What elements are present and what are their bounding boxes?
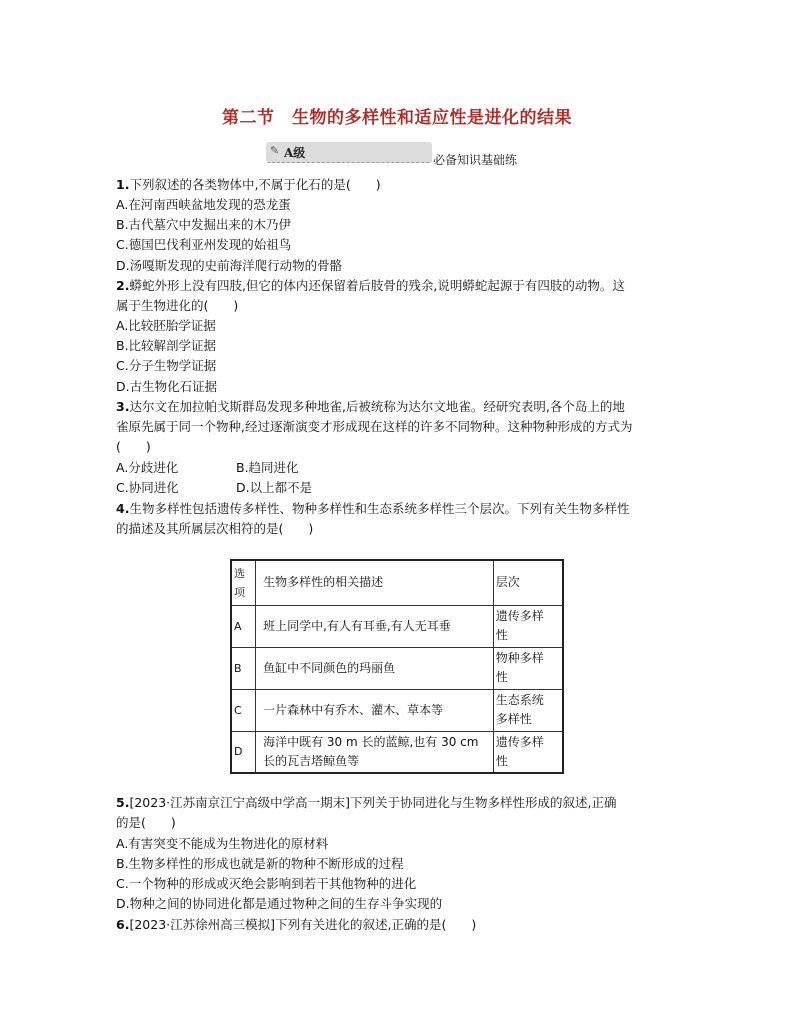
question-1-stem: 1.下列叙述的各类物体中,不属于化石的是( ) bbox=[116, 177, 381, 192]
question-1-option-a: A.在河南西峡盆地发现的恐龙蛋 bbox=[116, 197, 291, 212]
table-row bbox=[231, 605, 563, 647]
option-cell: B bbox=[231, 647, 256, 689]
question-number: 5. bbox=[116, 795, 130, 810]
table-row bbox=[231, 689, 563, 731]
level-cell: 物种多样 性 bbox=[493, 647, 563, 689]
header-description-cell: 生物多样性的相关描述 bbox=[256, 560, 494, 605]
question-2-stem-cont: 属于生物进化的( ) bbox=[116, 298, 239, 313]
level-cell: 遗传多样 性 bbox=[493, 605, 563, 647]
question-number: 1. bbox=[116, 177, 130, 192]
question-number: 3. bbox=[116, 399, 130, 414]
question-3-option-b: B.趋同进化 bbox=[236, 460, 299, 475]
question-3-stem-cont: 雀原先属于同一个物种,经过逐渐演变才形成现在这样的许多不同物种。这种物种形成的方式为 bbox=[116, 419, 633, 434]
option-cell: A bbox=[231, 605, 256, 647]
question-number: 2. bbox=[116, 278, 130, 293]
level-cell: 遗传多样 性 bbox=[493, 731, 563, 773]
pencil-icon: ✎ bbox=[270, 144, 280, 157]
question-3-stem-cont: ( ) bbox=[116, 439, 151, 454]
question-2-option-b: B.比较解剖学证据 bbox=[116, 338, 217, 353]
level-banner bbox=[266, 142, 432, 163]
question-6-stem: 6.[2023·江苏徐州高三模拟]下列有关进化的叙述,正确的是( ) bbox=[116, 917, 477, 932]
biodiversity-table bbox=[230, 559, 564, 774]
page-title: 第二节 生物的多样性和适应性是进化的结果 bbox=[222, 108, 572, 128]
question-3-option-d: D.以上都不是 bbox=[236, 480, 313, 495]
description-cell: 一片森林中有乔木、灌木、草本等 bbox=[256, 689, 494, 731]
question-5-stem-cont: 的是( ) bbox=[116, 815, 176, 830]
question-3-options-row-2 bbox=[116, 478, 313, 498]
level-description: 必备知识基础练 bbox=[433, 153, 518, 167]
table-row bbox=[231, 647, 563, 689]
level-label: A级 bbox=[284, 146, 306, 160]
table-header-row bbox=[231, 560, 563, 605]
question-2-stem: 2.蟒蛇外形上没有四肢,但它的体内还保留着后肢骨的残余,说明蟒蛇起源于有四肢的动物。这 bbox=[116, 278, 625, 293]
question-number: 6. bbox=[116, 917, 130, 932]
question-1-option-b: B.古代墓穴中发掘出来的木乃伊 bbox=[116, 217, 292, 232]
question-3-option-c: C.协同进化 bbox=[116, 480, 179, 495]
question-1-option-d: D.汤嘎斯发现的史前海洋爬行动物的骨骼 bbox=[116, 258, 343, 273]
question-5-option-a: A.有害突变不能成为生物进化的原材料 bbox=[116, 836, 329, 851]
question-4-stem-cont: 的描述及其所属层次相符的是( ) bbox=[116, 521, 314, 536]
option-cell: C bbox=[231, 689, 256, 731]
question-5-stem: 5.[2023·江苏南京江宁高级中学高一期末]下列关于协同进化与生物多样性形成的叙述,正确 bbox=[116, 795, 617, 810]
question-2-option-c: C.分子生物学证据 bbox=[116, 358, 217, 373]
question-number: 4. bbox=[116, 501, 130, 516]
question-3-options-row-1 bbox=[116, 458, 299, 478]
description-cell: 鱼缸中不同颜色的玛丽鱼 bbox=[256, 647, 494, 689]
option-cell: D bbox=[231, 731, 256, 773]
question-3-option-a: A.分歧进化 bbox=[116, 460, 179, 475]
header-option-cell: 选 项 bbox=[231, 560, 256, 605]
level-cell: 生态系统 多样性 bbox=[493, 689, 563, 731]
question-5-option-d: D.物种之间的协同进化都是通过物种之间的生存斗争实现的 bbox=[116, 896, 443, 911]
question-5-option-b: B.生物多样性的形成也就是新的物种不断形成的过程 bbox=[116, 856, 404, 871]
table-row bbox=[231, 731, 563, 773]
question-3-stem: 3.达尔文在加拉帕戈斯群岛发现多种地雀,后被统称为达尔文地雀。经研究表明,各个岛上的地 bbox=[116, 399, 625, 414]
question-4-stem: 4.生物多样性包括遗传多样性、物种多样性和生态系统多样性三个层次。下列有关生物多样性 bbox=[116, 501, 630, 516]
description-cell: 海洋中既有 30 m 长的蓝鲸,也有 30 cm 长的瓦吉塔鲸鱼等 bbox=[256, 731, 494, 773]
question-5-option-c: C.一个物种的形成或灭绝会影响到若干其他物种的进化 bbox=[116, 876, 417, 891]
question-2-option-d: D.古生物化石证据 bbox=[116, 379, 218, 394]
question-1-option-c: C.德国巴伐利亚州发现的始祖鸟 bbox=[116, 237, 292, 252]
header-level-cell: 层次 bbox=[493, 560, 563, 605]
question-2-option-a: A.比较胚胎学证据 bbox=[116, 318, 216, 333]
description-cell: 班上同学中,有人有耳垂,有人无耳垂 bbox=[256, 605, 494, 647]
